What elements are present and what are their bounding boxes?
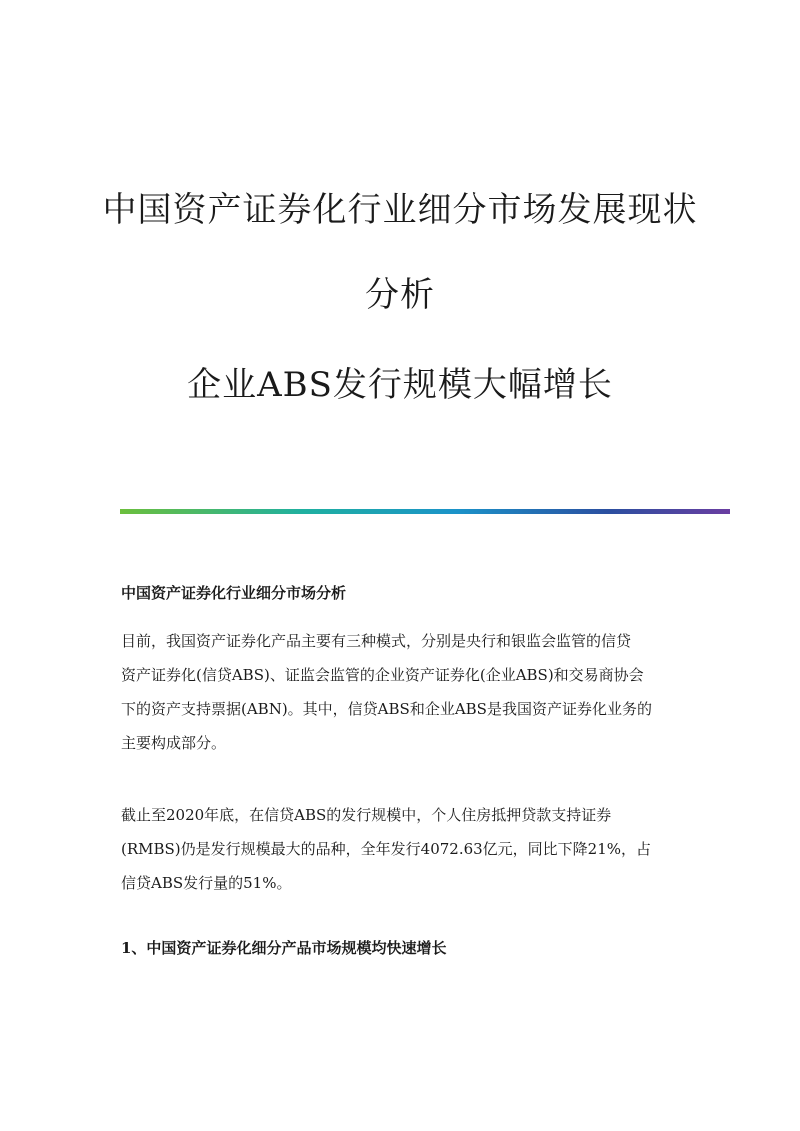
- paragraph-line: 信贷ABS发行量的51%。: [121, 874, 292, 892]
- paragraph-line: 资产证券化(信贷ABS)、证监会监管的企业资产证券化(企业ABS)和交易商协会: [121, 666, 644, 684]
- document-title-line-2: 分析: [365, 275, 435, 315]
- document-subtitle: 企业ABS发行规模大幅增长: [187, 365, 613, 405]
- section-heading: 中国资产证券化行业细分市场分析: [121, 584, 347, 602]
- paragraph-1: [121, 624, 681, 760]
- gradient-divider: [120, 509, 730, 514]
- paragraph-line: 目前，我国资产证券化产品主要有三种模式，分别是央行和银监会监管的信贷: [121, 632, 632, 650]
- document-title-line-1: 中国资产证券化行业细分市场发展现状: [102, 190, 698, 230]
- paragraph-2: [121, 798, 681, 900]
- paragraph-line: 下的资产支持票据(ABN)。其中，信贷ABS和企业ABS是我国资产证券化业务的: [121, 700, 652, 718]
- paragraph-line: 截止至2020年底，在信贷ABS的发行规模中，个人住房抵押贷款支持证券: [121, 806, 612, 824]
- numbered-subheading: 1、中国资产证券化细分产品市场规模均快速增长: [121, 939, 447, 957]
- paragraph-line: 主要构成部分。: [121, 734, 227, 752]
- paragraph-line: (RMBS)仍是发行规模最大的品种，全年发行4072.63亿元，同比下降21%，占: [121, 840, 652, 858]
